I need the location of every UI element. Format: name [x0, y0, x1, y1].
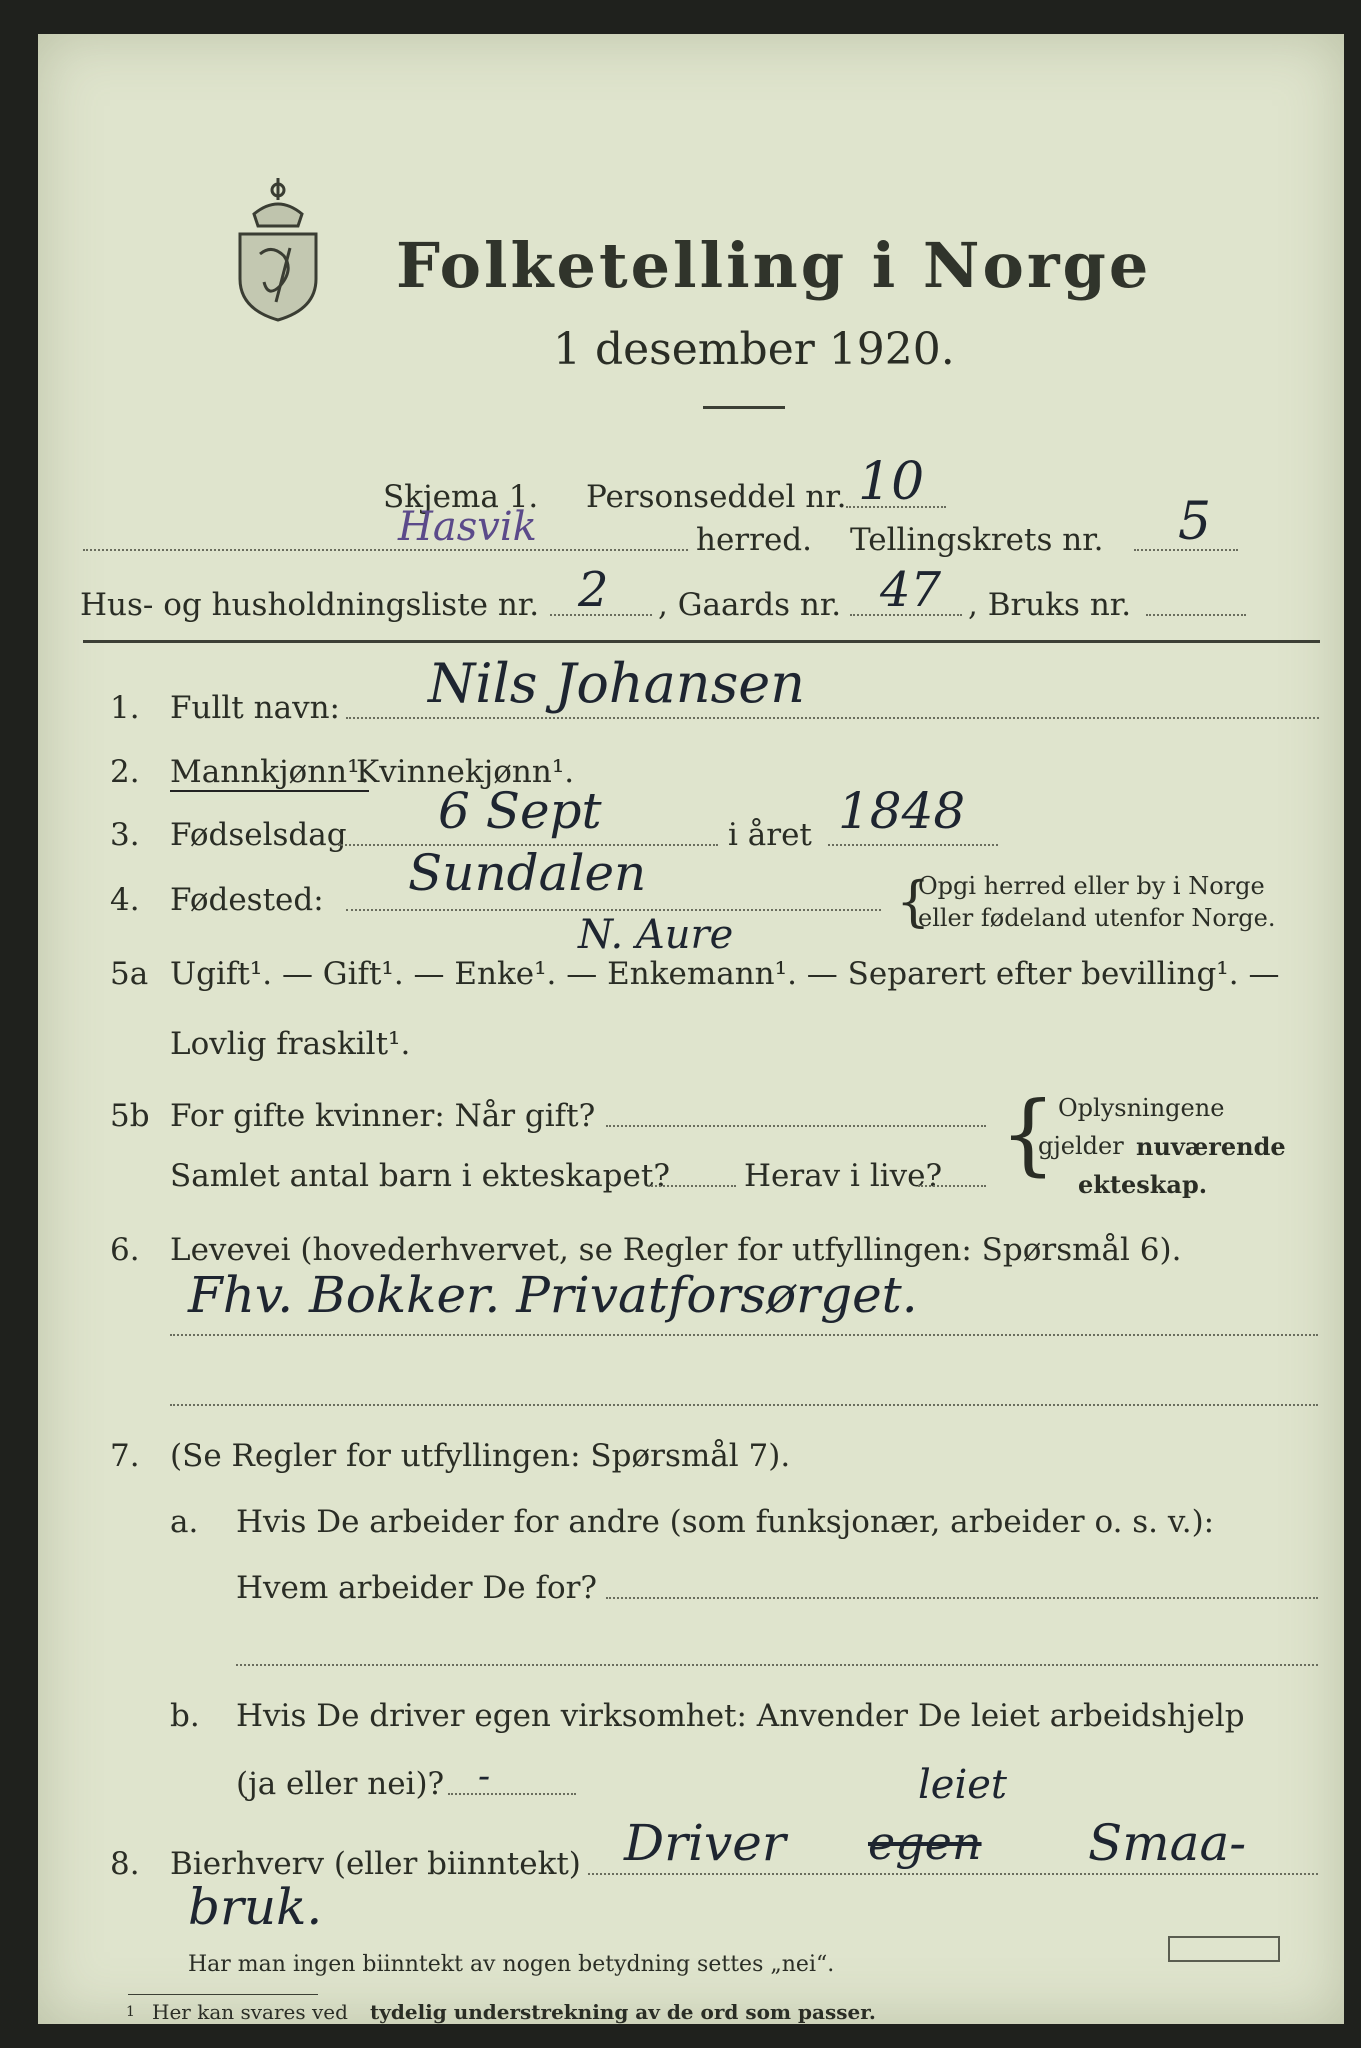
- male-option: Mannkjønn¹.: [170, 754, 370, 790]
- year-line: [828, 844, 998, 846]
- q5b-note-2b: nuværende: [1136, 1132, 1286, 1161]
- herred-value: Hasvik: [398, 504, 537, 550]
- q7b-text: Hvis De driver egen virksomhet: Anvender De leiet arbeidshjelp: [236, 1698, 1245, 1734]
- secondary-occupation-value-2: bruk.: [188, 1878, 323, 1936]
- q5b-children-line: [648, 1185, 736, 1187]
- q4-brace: {: [896, 870, 931, 933]
- q7b-question: (ja eller nei)?: [236, 1766, 445, 1802]
- q5b-note-2: gjelder: [1038, 1132, 1124, 1160]
- q7b-number: b.: [170, 1698, 200, 1734]
- husliste-label: Hus- og husholdningsliste nr.: [80, 587, 540, 623]
- bruks-line: [1146, 614, 1246, 616]
- q5b-alive-label: Herav i live?: [744, 1158, 943, 1194]
- husliste-value: 2: [578, 562, 609, 618]
- secondary-occupation-insert: leiet: [918, 1762, 1008, 1808]
- norway-coat-of-arms-icon: [224, 174, 332, 324]
- year-label: i året: [728, 817, 812, 853]
- census-form: [38, 34, 1344, 2024]
- q3-number: 3.: [110, 817, 140, 853]
- gaards-value: 47: [880, 562, 942, 618]
- q7b-line: [448, 1793, 576, 1795]
- schema-label: Skjema 1.: [383, 479, 539, 515]
- q4-number: 4.: [110, 882, 140, 918]
- herred-line: [83, 549, 688, 551]
- q6-label: Levevei (hovederhvervet, se Regler for utfyllingen: Spørsmål 6).: [170, 1232, 1182, 1268]
- printer-stamp: [1168, 1936, 1280, 1962]
- header-divider: [83, 640, 1320, 643]
- tellingskrets-label: Tellingskrets nr.: [850, 522, 1104, 558]
- title-divider: [703, 406, 785, 409]
- q8-line-1: [588, 1873, 1318, 1875]
- q5a-number: 5a: [110, 956, 149, 992]
- q5b-number: 5b: [110, 1098, 150, 1134]
- q7a-line-1: [606, 1597, 1318, 1599]
- q8-line-2: [170, 1939, 1318, 1941]
- q8-number: 8.: [110, 1846, 140, 1882]
- q7a-line-2: [236, 1664, 1318, 1666]
- q5b-note-1: Oplysningene: [1058, 1094, 1225, 1122]
- tellingskrets-value: 5: [1178, 492, 1212, 552]
- q6-number: 6.: [110, 1232, 140, 1268]
- birthplace-value: Sundalen: [408, 844, 647, 902]
- q5b-children-label: Samlet antal barn i ekteskapet?: [170, 1158, 670, 1194]
- q5a-options-2: Lovlig fraskilt¹.: [170, 1026, 411, 1062]
- q4-line: [346, 909, 881, 911]
- q6-line-2: [170, 1404, 1318, 1406]
- birthdate-value: 6 Sept: [438, 782, 602, 840]
- q7a-question: Hvem arbeider De for?: [236, 1570, 598, 1606]
- q5a-options: Ugift¹. — Gift¹. — Enke¹. — Enkemann¹. — Separert efter bevilling¹. —: [170, 956, 1280, 992]
- bruks-label: , Bruks nr.: [968, 587, 1132, 623]
- herred-label: herred.: [696, 522, 812, 558]
- q7a-text: Hvis De arbeider for andre (som funksjonær, arbeider o. s. v.):: [236, 1504, 1215, 1540]
- footnote-mark: 1: [126, 2004, 135, 2020]
- birth-year-value: 1848: [838, 782, 966, 840]
- biinntekt-note: Har man ingen biinntekt av nogen betydning settes „nei“.: [188, 1952, 835, 1977]
- q7-number: 7.: [110, 1438, 140, 1474]
- q5b-brace: {: [1000, 1082, 1056, 1185]
- q1-number: 1.: [110, 690, 140, 726]
- q4-note-2: eller fødeland utenfor Norge.: [918, 904, 1276, 932]
- footnote-text: Her kan svares ved: [152, 2000, 348, 2024]
- q5b-alive-line: [918, 1185, 986, 1187]
- birthplace-value-2: N. Aure: [578, 912, 734, 958]
- q2-number: 2.: [110, 754, 140, 790]
- census-date: 1 desember 1920.: [553, 324, 955, 375]
- q6-line-1: [170, 1334, 1318, 1336]
- gaards-label: , Gaards nr.: [658, 587, 842, 623]
- q1-label: Fullt navn:: [170, 690, 340, 726]
- personseddel-label: Personseddel nr.: [586, 479, 847, 515]
- q8-label: Bierhverv (eller biinntekt): [170, 1846, 581, 1882]
- q7b-value: -: [478, 1756, 491, 1797]
- q4-label: Fødested:: [170, 882, 324, 918]
- q5b-married-label: For gifte kvinner: Når gift?: [170, 1098, 596, 1134]
- q5b-note-3: ekteskap.: [1078, 1170, 1208, 1199]
- q1-line: [346, 717, 1319, 719]
- secondary-occupation-value: Driver: [624, 1814, 786, 1872]
- secondary-occupation-end: Smaa-: [1088, 1814, 1247, 1872]
- q7a-number: a.: [170, 1504, 199, 1540]
- q5b-married-line: [606, 1125, 986, 1127]
- q4-note-1: Opgi herred eller by i Norge: [918, 872, 1265, 900]
- occupation-value: Fhv. Bokker. Privatforsørget.: [188, 1266, 918, 1324]
- full-name-value: Nils Johansen: [428, 652, 806, 715]
- secondary-occupation-struck: egen: [868, 1816, 982, 1870]
- footnote-divider: [128, 1994, 318, 1995]
- personseddel-value: 10: [858, 452, 925, 512]
- q7-label: (Se Regler for utfyllingen: Spørsmål 7).: [170, 1438, 791, 1474]
- form-title: Folketelling i Norge: [396, 229, 1152, 302]
- female-option: Kvinnekjønn¹.: [356, 754, 575, 790]
- footnote-bold: tydelig understrekning av de ord som passer.: [370, 2000, 876, 2024]
- q3-label: Fødselsdag: [170, 817, 347, 853]
